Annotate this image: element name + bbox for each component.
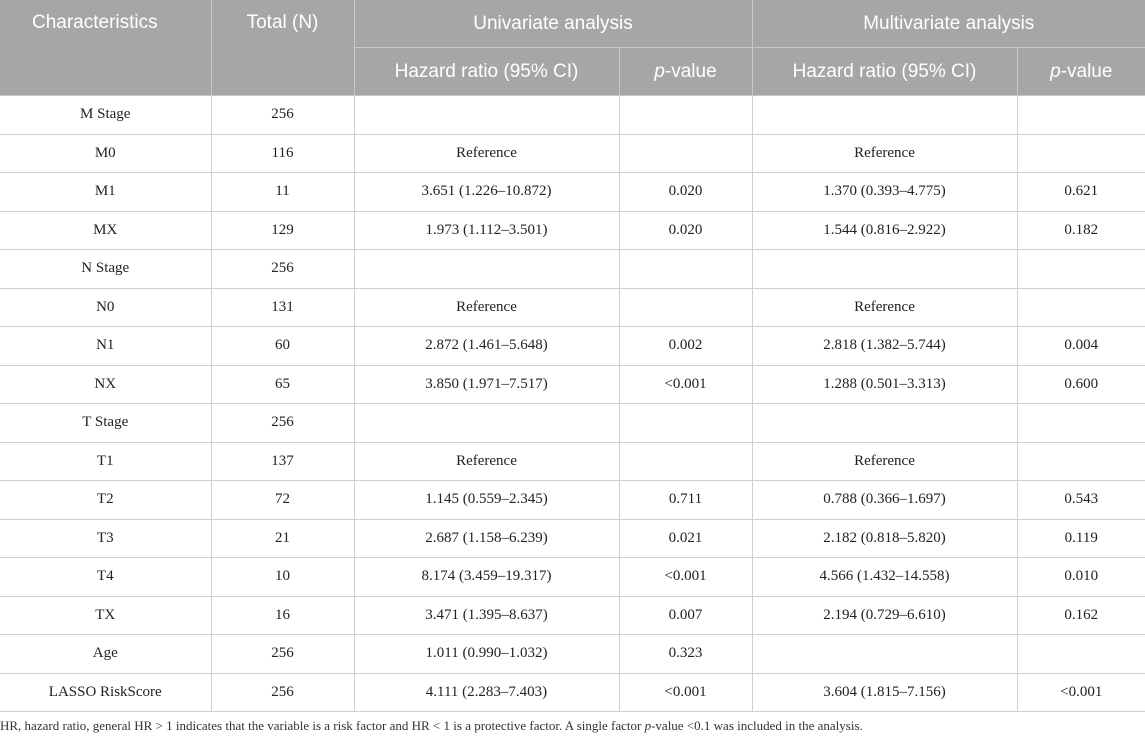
cell-univariate-hr: 1.973 (1.112–3.501) <box>354 211 619 250</box>
header-multivariate-hr: Hazard ratio (95% CI) <box>752 48 1017 96</box>
cell-characteristic: NX <box>0 365 211 404</box>
table-row <box>0 635 1145 674</box>
cell-univariate-hr <box>354 404 619 443</box>
cell-multivariate-p <box>1017 635 1145 674</box>
cell-total: 11 <box>211 173 354 212</box>
footnote-p-italic: p <box>644 718 652 733</box>
cell-multivariate-hr <box>752 635 1017 674</box>
header-total: Total (N) <box>211 0 354 96</box>
cell-multivariate-p: 0.162 <box>1017 596 1145 635</box>
table-row <box>0 558 1145 597</box>
cell-univariate-hr: Reference <box>354 442 619 481</box>
cell-multivariate-hr: 1.370 (0.393–4.775) <box>752 173 1017 212</box>
table-row <box>0 288 1145 327</box>
table-row <box>0 96 1145 135</box>
cell-multivariate-p: 0.010 <box>1017 558 1145 597</box>
header-univariate-p <box>619 48 752 96</box>
table-row <box>0 173 1145 212</box>
cell-total: 10 <box>211 558 354 597</box>
cell-total: 256 <box>211 250 354 289</box>
cell-multivariate-hr: Reference <box>752 442 1017 481</box>
cell-univariate-hr: 3.471 (1.395–8.637) <box>354 596 619 635</box>
cell-univariate-p: 0.007 <box>619 596 752 635</box>
cell-characteristic: T2 <box>0 481 211 520</box>
cell-total: 21 <box>211 519 354 558</box>
cell-univariate-hr: 2.872 (1.461–5.648) <box>354 327 619 366</box>
cell-univariate-p: <0.001 <box>619 673 752 712</box>
cell-univariate-p: 0.021 <box>619 519 752 558</box>
p-suffix: -value <box>1060 60 1113 82</box>
table-row <box>0 327 1145 366</box>
cell-univariate-p <box>619 404 752 443</box>
cell-multivariate-p: 0.119 <box>1017 519 1145 558</box>
cell-multivariate-hr: 2.182 (0.818–5.820) <box>752 519 1017 558</box>
cell-univariate-p <box>619 134 752 173</box>
table-row <box>0 365 1145 404</box>
cell-total: 256 <box>211 635 354 674</box>
cell-characteristic: M Stage <box>0 96 211 135</box>
cell-multivariate-hr <box>752 250 1017 289</box>
cell-total: 16 <box>211 596 354 635</box>
cell-multivariate-p <box>1017 96 1145 135</box>
cell-univariate-p: 0.323 <box>619 635 752 674</box>
table-body <box>0 96 1145 712</box>
cell-univariate-p: 0.020 <box>619 211 752 250</box>
cell-univariate-p <box>619 288 752 327</box>
cell-multivariate-hr: 1.288 (0.501–3.313) <box>752 365 1017 404</box>
cell-multivariate-p <box>1017 442 1145 481</box>
header-univariate-hr: Hazard ratio (95% CI) <box>354 48 619 96</box>
cell-multivariate-p <box>1017 134 1145 173</box>
cell-multivariate-hr: Reference <box>752 134 1017 173</box>
table-row <box>0 481 1145 520</box>
cell-characteristic: T3 <box>0 519 211 558</box>
cell-univariate-hr <box>354 96 619 135</box>
cell-univariate-p: 0.020 <box>619 173 752 212</box>
cell-characteristic: M0 <box>0 134 211 173</box>
cell-multivariate-p: 0.600 <box>1017 365 1145 404</box>
table-header <box>0 0 1145 96</box>
cell-univariate-p: <0.001 <box>619 365 752 404</box>
table-row <box>0 211 1145 250</box>
cell-characteristic: T Stage <box>0 404 211 443</box>
cell-total: 65 <box>211 365 354 404</box>
footnote-part2: -value <0.1 was included in the analysis. <box>651 718 863 733</box>
footnote-part1: HR, hazard ratio, general HR > 1 indicates that the variable is a risk factor and HR < 1 is a protective factor. A single factor <box>0 718 645 733</box>
cell-total: 137 <box>211 442 354 481</box>
cell-total: 116 <box>211 134 354 173</box>
cell-characteristic: T1 <box>0 442 211 481</box>
cell-multivariate-hr: 2.194 (0.729–6.610) <box>752 596 1017 635</box>
table-footnote <box>0 718 1145 734</box>
cell-univariate-p <box>619 96 752 135</box>
cell-characteristic: N1 <box>0 327 211 366</box>
cell-multivariate-hr: Reference <box>752 288 1017 327</box>
p-suffix: -value <box>664 60 717 82</box>
cell-multivariate-hr: 4.566 (1.432–14.558) <box>752 558 1017 597</box>
cell-total: 256 <box>211 404 354 443</box>
cell-characteristic: N Stage <box>0 250 211 289</box>
cell-characteristic: TX <box>0 596 211 635</box>
cell-univariate-hr: 4.111 (2.283–7.403) <box>354 673 619 712</box>
cell-multivariate-p <box>1017 250 1145 289</box>
cell-characteristic: T4 <box>0 558 211 597</box>
header-characteristics: Characteristics <box>0 0 211 96</box>
table-row <box>0 250 1145 289</box>
cell-total: 60 <box>211 327 354 366</box>
cell-univariate-hr: Reference <box>354 288 619 327</box>
cell-univariate-p: <0.001 <box>619 558 752 597</box>
header-univariate: Univariate analysis <box>354 0 752 48</box>
cell-multivariate-p: 0.543 <box>1017 481 1145 520</box>
table-row <box>0 596 1145 635</box>
cell-multivariate-hr: 0.788 (0.366–1.697) <box>752 481 1017 520</box>
cell-univariate-hr: 3.651 (1.226–10.872) <box>354 173 619 212</box>
cell-multivariate-hr: 2.818 (1.382–5.744) <box>752 327 1017 366</box>
table-row <box>0 519 1145 558</box>
cell-multivariate-p: 0.182 <box>1017 211 1145 250</box>
cell-univariate-hr: 8.174 (3.459–19.317) <box>354 558 619 597</box>
cell-total: 256 <box>211 673 354 712</box>
cell-multivariate-p <box>1017 404 1145 443</box>
cell-univariate-hr: 3.850 (1.971–7.517) <box>354 365 619 404</box>
cell-univariate-p: 0.711 <box>619 481 752 520</box>
cell-univariate-p: 0.002 <box>619 327 752 366</box>
p-italic: p <box>654 60 665 82</box>
p-italic: p <box>1050 60 1061 82</box>
cell-univariate-hr: 1.011 (0.990–1.032) <box>354 635 619 674</box>
cell-univariate-hr: Reference <box>354 134 619 173</box>
cell-univariate-hr <box>354 250 619 289</box>
cell-multivariate-p: 0.004 <box>1017 327 1145 366</box>
cell-multivariate-p <box>1017 288 1145 327</box>
cell-univariate-hr: 1.145 (0.559–2.345) <box>354 481 619 520</box>
cell-total: 131 <box>211 288 354 327</box>
header-multivariate-p <box>1017 48 1145 96</box>
cell-multivariate-hr: 1.544 (0.816–2.922) <box>752 211 1017 250</box>
cell-characteristic: MX <box>0 211 211 250</box>
cell-characteristic: Age <box>0 635 211 674</box>
table-row <box>0 404 1145 443</box>
cell-univariate-hr: 2.687 (1.158–6.239) <box>354 519 619 558</box>
table-row <box>0 673 1145 712</box>
cell-characteristic: LASSO RiskScore <box>0 673 211 712</box>
cell-multivariate-hr <box>752 96 1017 135</box>
cell-characteristic: N0 <box>0 288 211 327</box>
table-row <box>0 442 1145 481</box>
cell-multivariate-hr <box>752 404 1017 443</box>
cell-multivariate-hr: 3.604 (1.815–7.156) <box>752 673 1017 712</box>
cell-characteristic: M1 <box>0 173 211 212</box>
cell-univariate-p <box>619 250 752 289</box>
header-multivariate: Multivariate analysis <box>752 0 1145 48</box>
cell-univariate-p <box>619 442 752 481</box>
cell-total: 72 <box>211 481 354 520</box>
cell-total: 129 <box>211 211 354 250</box>
cell-total: 256 <box>211 96 354 135</box>
cell-multivariate-p: 0.621 <box>1017 173 1145 212</box>
cell-multivariate-p: <0.001 <box>1017 673 1145 712</box>
table-row <box>0 134 1145 173</box>
